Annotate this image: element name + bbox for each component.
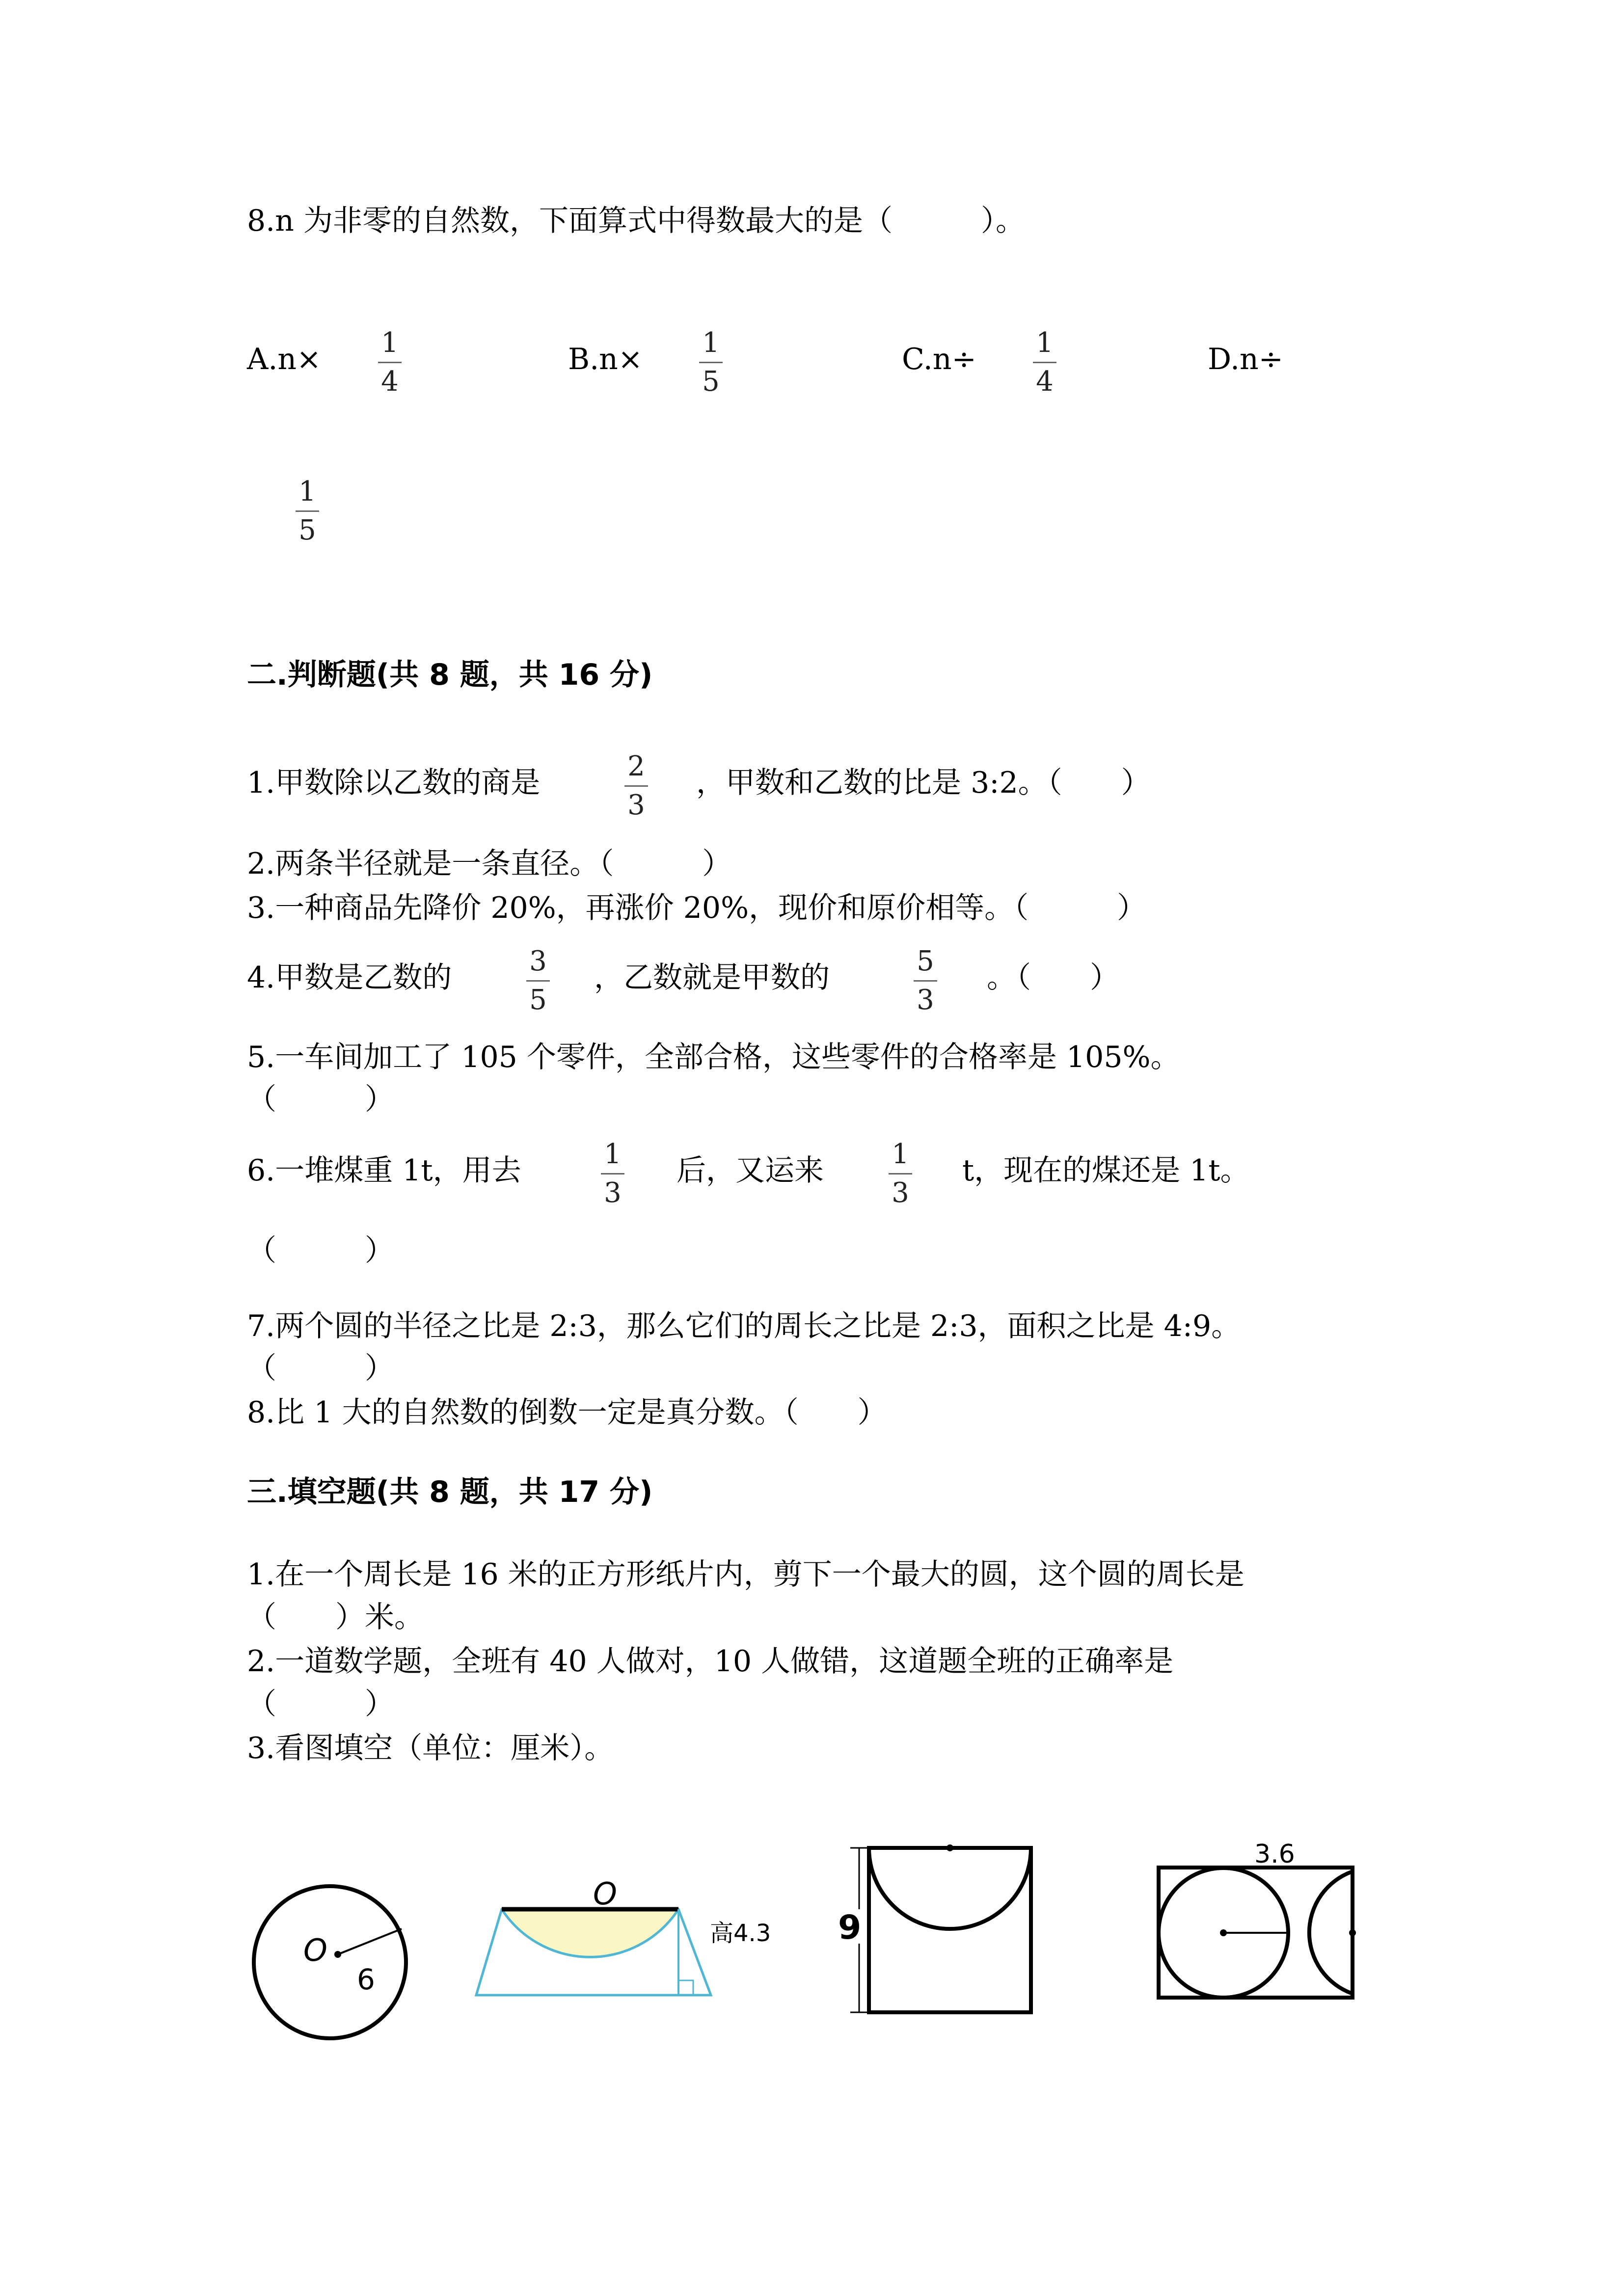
judgement-q6-blank: （ ） [247, 1233, 394, 1268]
judgement-q1-text-a: 1.甲数除以乙数的商是 [247, 766, 541, 800]
option-b: B.n× [568, 342, 643, 376]
judgement-q3: 3.一种商品先降价 20%，再涨价 20%，现价和原价相等。（ ） [247, 891, 1147, 925]
judgement-q4-fraction-1: 3 5 [523, 946, 553, 1016]
option-c: C.n÷ [902, 342, 976, 376]
judgement-q4-text-a: 4.甲数是乙数的 [247, 961, 452, 995]
section-title-fill-blank: 三.填空题(共 8 题，共 17 分) [247, 1475, 653, 1509]
judgement-q4-fraction-2: 5 3 [911, 946, 940, 1016]
figure-trapezoid-semicircle [476, 1876, 771, 1995]
semicircle-center-label: O [593, 1876, 617, 1912]
circle-radius-label: 6 [357, 1963, 375, 1996]
option-a: A.n× [247, 342, 322, 376]
judgement-q2: 2.两条半径就是一条直径。（ ） [247, 847, 732, 881]
judgement-q4-text-c: 。（ ） [987, 961, 1119, 995]
judgement-q4-text-b: ，乙数就是甲数的 [594, 961, 830, 995]
judgement-q6-text-c: t，现在的煤还是 1t。 [962, 1153, 1250, 1188]
judgement-q6-text-b: 后，又运来 [677, 1153, 824, 1188]
judgement-q1-text-b: ，甲数和乙数的比是 3:2。（ ） [696, 766, 1151, 800]
circle-center-label: O [303, 1932, 327, 1968]
section-title-judgement: 二.判断题(共 8 题，共 16 分) [247, 658, 653, 692]
fill-q1-blank: （ ）米。 [247, 1600, 424, 1634]
judgement-q6-fraction-1: 1 3 [598, 1139, 627, 1209]
judgement-q5-text: 5.一车间加工了 105 个零件，全部合格，这些零件的合格率是 105%。 [247, 1040, 1180, 1074]
fill-q2-blank: （ ） [247, 1687, 394, 1721]
fill-q3-text: 3.看图填空（单位：厘米）。 [247, 1731, 614, 1765]
fill-q2-text: 2.一道数学题，全班有 40 人做对，10 人做错，这道题全班的正确率是 [247, 1644, 1174, 1679]
judgement-q7-blank: （ ） [247, 1351, 394, 1386]
square-side-label: 9 [838, 1908, 862, 1947]
figure-rectangle-two-circles [1159, 1840, 1356, 1998]
figures [0, 1806, 1624, 2061]
option-a-fraction: 1 4 [375, 327, 405, 398]
option-c-fraction: 1 4 [1030, 327, 1059, 398]
judgement-q5-blank: （ ） [247, 1082, 394, 1117]
judgement-q7-text: 7.两个圆的半径之比是 2:3，那么它们的周长之比是 2:3，面积之比是 4:9。 [247, 1309, 1241, 1343]
judgement-q6-fraction-2: 1 3 [886, 1139, 915, 1209]
judgement-q1-fraction: 2 3 [622, 751, 651, 821]
option-b-fraction: 1 5 [696, 327, 726, 398]
figure-square-semicircle [838, 1844, 1031, 2012]
fill-q1-text: 1.在一个周长是 16 米的正方形纸片内，剪下一个最大的圆，这个圆的周长是 [247, 1557, 1245, 1592]
question-prev-8: 8.n 为非零的自然数，下面算式中得数最大的是（ ）。 [247, 204, 1025, 238]
judgement-q8: 8.比 1 大的自然数的倒数一定是真分数。（ ） [247, 1395, 887, 1430]
rect-top-label: 3.6 [1254, 1840, 1295, 1869]
option-d-fraction: 1 5 [293, 476, 322, 546]
trapezoid-height-label: 高4.3 [710, 1920, 771, 1947]
figure-circle [254, 1886, 406, 2038]
judgement-q6-text-a: 6.一堆煤重 1t，用去 [247, 1153, 521, 1188]
option-d: D.n÷ [1208, 342, 1283, 376]
